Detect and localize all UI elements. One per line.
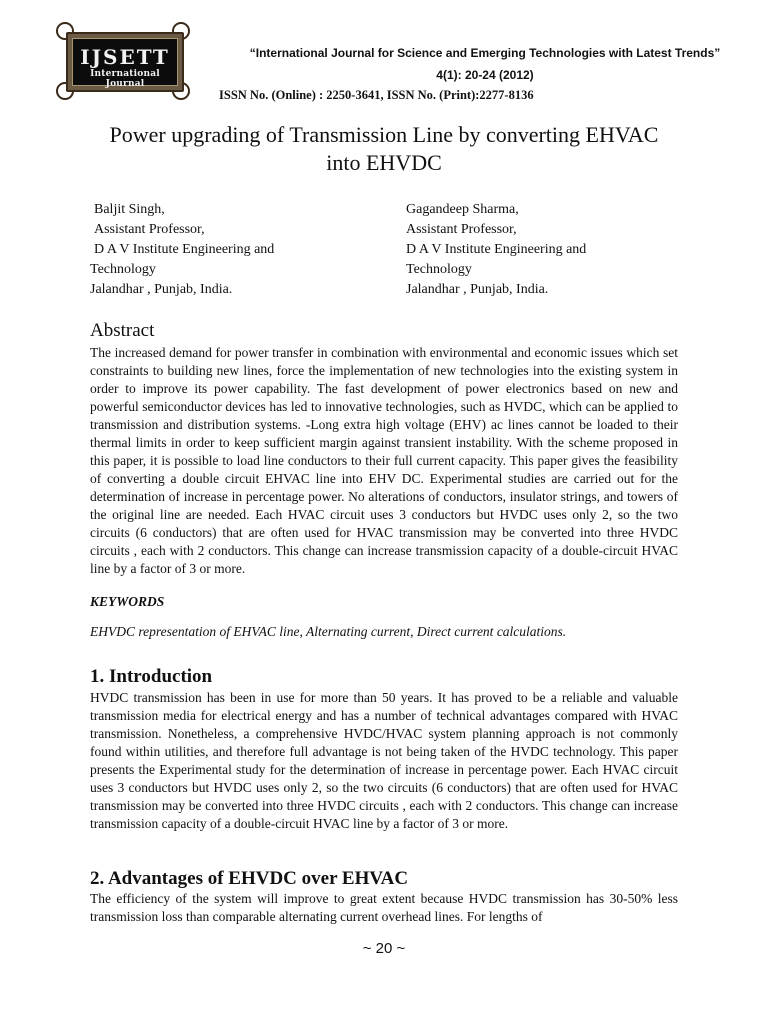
- advantages-text: The efficiency of the system will improve to great extent because HVDC transmission has 30-50% less transmission loss than comparable alternating current overhead lines. For lengths of: [90, 891, 678, 924]
- author-location: Jalandhar , Punjab, India.: [90, 282, 233, 297]
- author-block: [90, 200, 274, 300]
- keywords-text: EHVDC representation of EHVAC line, Alternating current, Direct current calculations.: [90, 624, 567, 639]
- page-number: ~ 20 ~: [362, 940, 406, 957]
- introduction-text: HVDC transmission has been in use for more than 50 years. It has proved to be a reliable and valuable transmission media for electrical energy and has a number of technical advantages compared with HVAC transmission. Nonetheless, a comprehensive HVDC/HVAC system planning approach is not commonly found within utilities, and therefore full advantage is not being taken of the HVDC technology. This paper presents the Experimental study for the determination of increase in percentage power. Each HVAC circuit uses 3 conductors but HVDC uses only 2, so the two circuits (6 conductors) that are often used for HVAC transmission may be converted into three HVDC circuits , each with 2 conductors. This change can increase transmission capacity of a double-circuit HVAC line by a factor of 3 or more.: [90, 690, 678, 831]
- author-affiliation: D A V Institute Engineering and: [406, 242, 587, 257]
- advantages-heading: 2. Advantages of EHVDC over EHVAC: [90, 868, 409, 889]
- journal-name: “International Journal for Science and Emerging Technologies with Latest Trends”: [249, 46, 721, 60]
- author-position: Assistant Professor,: [406, 222, 517, 237]
- abstract-heading: Abstract: [90, 320, 155, 341]
- keywords-heading: KEYWORDS: [90, 594, 165, 609]
- author-affiliation-cont: Technology: [90, 262, 156, 277]
- author-name: Gagandeep Sharma,: [406, 202, 519, 217]
- logo-subtitle: International Journal: [90, 69, 160, 89]
- author-location: Jalandhar , Punjab, India.: [406, 282, 549, 297]
- author-name: Baljit Singh,: [94, 202, 165, 217]
- journal-logo: [56, 22, 190, 100]
- author-affiliation: D A V Institute Engineering and: [94, 242, 275, 257]
- introduction-heading: 1. Introduction: [90, 666, 213, 687]
- paper-title-line: Power upgrading of Transmission Line by converting EHVAC: [109, 122, 659, 147]
- logo-frame: [66, 32, 184, 92]
- paper-title: [60, 121, 708, 177]
- journal-issn: ISSN No. (Online) : 2250-3641, ISSN No. (Print):2277-8136: [219, 88, 534, 102]
- author-affiliation-cont: Technology: [406, 262, 472, 277]
- journal-volume: 4(1): 20-24 (2012): [436, 68, 534, 82]
- author-block: [406, 200, 586, 300]
- paper-title-line: into EHVDC: [326, 150, 442, 175]
- logo-title: IJSETT: [80, 45, 170, 69]
- abstract-text: The increased demand for power transfer in combination with environmental and economic issues which set constraints to building new lines, force the implementation of new technologies into the existing system in order to improve its power capability. The fast development of power electronics based on new and powerful semiconductor devices has led to innovative technologies, such as HVDC, which can be applied to transmission and distribution systems. -Long extra high voltage (EHV) ac lines cannot be loaded to their thermal limits in order to keep sufficient margin against transient instability. With the scheme proposed in this paper, it is possible to load line conductors to their full current capacity. This paper gives the feasibility of converting a double circuit EHVAC line into EHV DC. Experimental studies are carried out for the determination of increase in percentage power. No alterations of conductors, insulator strings, and towers of the original line are needed. Each HVAC circuit uses 3 conductors but HVDC uses only 2, so the two circuits (6 conductors) that are often used for HVAC transmission may be converted into three HVDC circuits , each with 2 conductors. This change can increase transmission capacity of a double-circuit HVAC line by a factor of 3 or more.: [90, 345, 678, 576]
- author-position: Assistant Professor,: [94, 222, 205, 237]
